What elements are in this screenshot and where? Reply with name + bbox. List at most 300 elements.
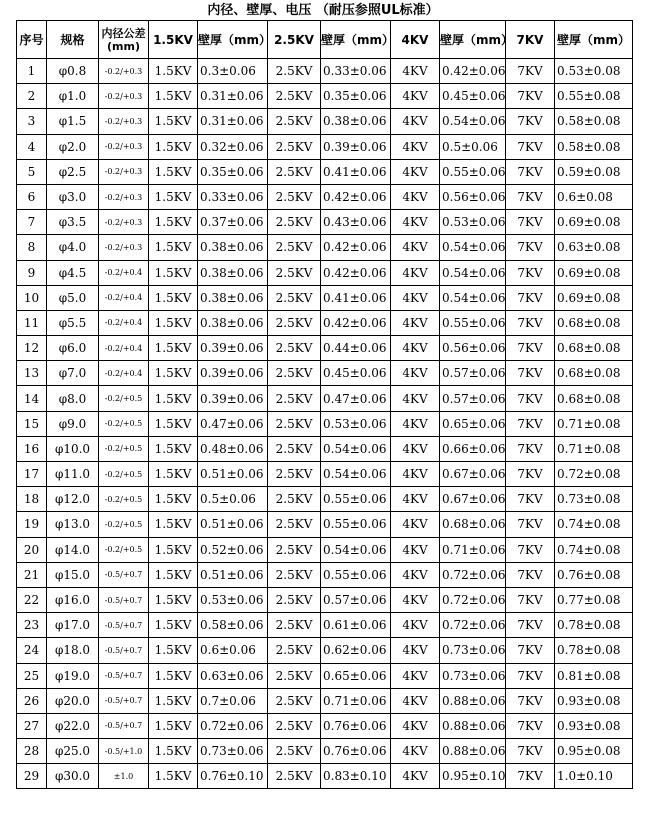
cell-wall-4: 0.93±0.08 bbox=[555, 713, 633, 738]
cell-tolerance: -0.2/+0.4 bbox=[99, 285, 149, 310]
cell-voltage-4: 7KV bbox=[506, 159, 555, 184]
cell-tolerance: -0.5/+0.7 bbox=[99, 688, 149, 713]
cell-wall-1: 0.51±0.06 bbox=[198, 562, 268, 587]
cell-voltage-3: 4KV bbox=[391, 411, 440, 436]
cell-voltage-2: 2.5KV bbox=[268, 59, 321, 84]
cell-wall-1: 0.39±0.06 bbox=[198, 336, 268, 361]
cell-spec: φ14.0 bbox=[47, 537, 99, 562]
header-cell-wall-3: 壁厚（mm） bbox=[440, 21, 506, 59]
cell-wall-3: 0.5±0.06 bbox=[440, 134, 506, 159]
cell-no: 20 bbox=[17, 537, 47, 562]
cell-voltage-3: 4KV bbox=[391, 109, 440, 134]
table-row bbox=[17, 386, 633, 411]
cell-voltage-1: 1.5KV bbox=[149, 159, 198, 184]
cell-voltage-3: 4KV bbox=[391, 361, 440, 386]
cell-wall-1: 0.51±0.06 bbox=[198, 512, 268, 537]
cell-tolerance: -0.5/+0.7 bbox=[99, 638, 149, 663]
cell-wall-2: 0.47±0.06 bbox=[321, 386, 391, 411]
cell-tolerance: -0.5/+0.7 bbox=[99, 587, 149, 612]
cell-no: 28 bbox=[17, 739, 47, 764]
cell-voltage-4: 7KV bbox=[506, 713, 555, 738]
cell-wall-1: 0.72±0.06 bbox=[198, 713, 268, 738]
cell-wall-4: 0.68±0.08 bbox=[555, 336, 633, 361]
cell-wall-1: 0.33±0.06 bbox=[198, 184, 268, 209]
cell-tolerance: -0.5/+0.7 bbox=[99, 562, 149, 587]
cell-voltage-4: 7KV bbox=[506, 562, 555, 587]
cell-no: 24 bbox=[17, 638, 47, 663]
cell-voltage-4: 7KV bbox=[506, 764, 555, 789]
table-row bbox=[17, 235, 633, 260]
cell-wall-3: 0.65±0.06 bbox=[440, 411, 506, 436]
cell-voltage-3: 4KV bbox=[391, 638, 440, 663]
cell-wall-2: 0.62±0.06 bbox=[321, 638, 391, 663]
cell-voltage-2: 2.5KV bbox=[268, 436, 321, 461]
cell-voltage-1: 1.5KV bbox=[149, 84, 198, 109]
cell-voltage-3: 4KV bbox=[391, 159, 440, 184]
cell-no: 22 bbox=[17, 587, 47, 612]
cell-voltage-2: 2.5KV bbox=[268, 663, 321, 688]
table-row bbox=[17, 462, 633, 487]
cell-wall-4: 0.76±0.08 bbox=[555, 562, 633, 587]
cell-spec: φ18.0 bbox=[47, 638, 99, 663]
table-row bbox=[17, 361, 633, 386]
cell-wall-1: 0.39±0.06 bbox=[198, 361, 268, 386]
cell-voltage-3: 4KV bbox=[391, 713, 440, 738]
cell-wall-2: 0.54±0.06 bbox=[321, 537, 391, 562]
cell-voltage-3: 4KV bbox=[391, 487, 440, 512]
cell-voltage-4: 7KV bbox=[506, 688, 555, 713]
table-row bbox=[17, 210, 633, 235]
cell-no: 1 bbox=[17, 59, 47, 84]
cell-no: 19 bbox=[17, 512, 47, 537]
cell-wall-3: 0.54±0.06 bbox=[440, 285, 506, 310]
cell-voltage-2: 2.5KV bbox=[268, 285, 321, 310]
cell-wall-3: 0.88±0.06 bbox=[440, 713, 506, 738]
cell-wall-2: 0.54±0.06 bbox=[321, 436, 391, 461]
header-cell-wall-4: 壁厚（mm） bbox=[555, 21, 633, 59]
cell-wall-1: 0.53±0.06 bbox=[198, 587, 268, 612]
cell-spec: φ2.0 bbox=[47, 134, 99, 159]
header-cell-no: 序号 bbox=[17, 21, 47, 59]
cell-wall-2: 0.44±0.06 bbox=[321, 336, 391, 361]
cell-wall-3: 0.72±0.06 bbox=[440, 613, 506, 638]
cell-voltage-2: 2.5KV bbox=[268, 764, 321, 789]
cell-no: 15 bbox=[17, 411, 47, 436]
cell-voltage-3: 4KV bbox=[391, 587, 440, 612]
table-row bbox=[17, 285, 633, 310]
cell-wall-1: 0.52±0.06 bbox=[198, 537, 268, 562]
cell-voltage-2: 2.5KV bbox=[268, 562, 321, 587]
cell-wall-1: 0.38±0.06 bbox=[198, 235, 268, 260]
cell-no: 6 bbox=[17, 184, 47, 209]
cell-wall-2: 0.42±0.06 bbox=[321, 310, 391, 335]
cell-spec: φ16.0 bbox=[47, 587, 99, 612]
cell-wall-1: 0.47±0.06 bbox=[198, 411, 268, 436]
cell-no: 29 bbox=[17, 764, 47, 789]
cell-tolerance: -0.2/+0.4 bbox=[99, 260, 149, 285]
cell-wall-4: 0.58±0.08 bbox=[555, 109, 633, 134]
cell-wall-3: 0.88±0.06 bbox=[440, 688, 506, 713]
cell-wall-4: 0.63±0.08 bbox=[555, 235, 633, 260]
cell-wall-4: 0.81±0.08 bbox=[555, 663, 633, 688]
cell-wall-3: 0.54±0.06 bbox=[440, 260, 506, 285]
cell-voltage-1: 1.5KV bbox=[149, 134, 198, 159]
cell-no: 25 bbox=[17, 663, 47, 688]
cell-voltage-3: 4KV bbox=[391, 336, 440, 361]
cell-voltage-1: 1.5KV bbox=[149, 487, 198, 512]
cell-wall-4: 0.71±0.08 bbox=[555, 411, 633, 436]
cell-wall-3: 0.66±0.06 bbox=[440, 436, 506, 461]
cell-wall-2: 0.41±0.06 bbox=[321, 159, 391, 184]
cell-no: 11 bbox=[17, 310, 47, 335]
cell-voltage-3: 4KV bbox=[391, 739, 440, 764]
table-row bbox=[17, 587, 633, 612]
table-row bbox=[17, 336, 633, 361]
cell-spec: φ1.0 bbox=[47, 84, 99, 109]
cell-voltage-3: 4KV bbox=[391, 512, 440, 537]
cell-no: 23 bbox=[17, 613, 47, 638]
cell-no: 18 bbox=[17, 487, 47, 512]
table-row bbox=[17, 613, 633, 638]
cell-tolerance: -0.2/+0.5 bbox=[99, 386, 149, 411]
cell-wall-4: 0.58±0.08 bbox=[555, 134, 633, 159]
cell-voltage-1: 1.5KV bbox=[149, 109, 198, 134]
cell-wall-3: 0.88±0.06 bbox=[440, 739, 506, 764]
cell-voltage-1: 1.5KV bbox=[149, 336, 198, 361]
cell-voltage-1: 1.5KV bbox=[149, 537, 198, 562]
table-row bbox=[17, 411, 633, 436]
cell-no: 3 bbox=[17, 109, 47, 134]
cell-wall-4: 0.72±0.08 bbox=[555, 462, 633, 487]
cell-voltage-1: 1.5KV bbox=[149, 587, 198, 612]
cell-wall-2: 0.55±0.06 bbox=[321, 487, 391, 512]
cell-voltage-4: 7KV bbox=[506, 235, 555, 260]
cell-wall-2: 0.76±0.06 bbox=[321, 713, 391, 738]
cell-no: 12 bbox=[17, 336, 47, 361]
cell-voltage-1: 1.5KV bbox=[149, 184, 198, 209]
cell-spec: φ17.0 bbox=[47, 613, 99, 638]
cell-voltage-2: 2.5KV bbox=[268, 260, 321, 285]
cell-voltage-4: 7KV bbox=[506, 184, 555, 209]
cell-wall-2: 0.39±0.06 bbox=[321, 134, 391, 159]
header-cell-wall-2: 壁厚（mm） bbox=[321, 21, 391, 59]
cell-wall-1: 0.3±0.06 bbox=[198, 59, 268, 84]
cell-wall-2: 0.43±0.06 bbox=[321, 210, 391, 235]
cell-wall-4: 0.59±0.08 bbox=[555, 159, 633, 184]
cell-wall-4: 0.78±0.08 bbox=[555, 613, 633, 638]
cell-wall-2: 0.42±0.06 bbox=[321, 235, 391, 260]
cell-spec: φ5.0 bbox=[47, 285, 99, 310]
cell-voltage-2: 2.5KV bbox=[268, 235, 321, 260]
cell-voltage-1: 1.5KV bbox=[149, 210, 198, 235]
table-row bbox=[17, 260, 633, 285]
cell-tolerance: ±1.0 bbox=[99, 764, 149, 789]
cell-spec: φ3.0 bbox=[47, 184, 99, 209]
cell-wall-4: 0.74±0.08 bbox=[555, 537, 633, 562]
cell-tolerance: -0.2/+0.5 bbox=[99, 462, 149, 487]
table-row bbox=[17, 713, 633, 738]
cell-wall-1: 0.63±0.06 bbox=[198, 663, 268, 688]
cell-voltage-3: 4KV bbox=[391, 613, 440, 638]
cell-voltage-2: 2.5KV bbox=[268, 587, 321, 612]
cell-wall-2: 0.57±0.06 bbox=[321, 587, 391, 612]
cell-no: 26 bbox=[17, 688, 47, 713]
cell-spec: φ3.5 bbox=[47, 210, 99, 235]
cell-tolerance: -0.2/+0.3 bbox=[99, 59, 149, 84]
cell-voltage-1: 1.5KV bbox=[149, 310, 198, 335]
cell-wall-4: 0.95±0.08 bbox=[555, 739, 633, 764]
cell-wall-4: 0.68±0.08 bbox=[555, 310, 633, 335]
table-row bbox=[17, 764, 633, 789]
cell-wall-2: 0.45±0.06 bbox=[321, 361, 391, 386]
cell-wall-1: 0.7±0.06 bbox=[198, 688, 268, 713]
cell-wall-2: 0.42±0.06 bbox=[321, 260, 391, 285]
cell-wall-2: 0.38±0.06 bbox=[321, 109, 391, 134]
cell-wall-4: 0.74±0.08 bbox=[555, 512, 633, 537]
table-row bbox=[17, 310, 633, 335]
cell-tolerance: -0.2/+0.5 bbox=[99, 512, 149, 537]
header-cell-voltage-1: 1.5KV bbox=[149, 21, 198, 59]
header-cell-voltage-4: 7KV bbox=[506, 21, 555, 59]
cell-tolerance: -0.5/+0.7 bbox=[99, 713, 149, 738]
cell-tolerance: -0.2/+0.4 bbox=[99, 310, 149, 335]
table-row bbox=[17, 59, 633, 84]
cell-wall-3: 0.67±0.06 bbox=[440, 462, 506, 487]
cell-voltage-2: 2.5KV bbox=[268, 159, 321, 184]
cell-wall-1: 0.48±0.06 bbox=[198, 436, 268, 461]
cell-spec: φ10.0 bbox=[47, 436, 99, 461]
cell-voltage-1: 1.5KV bbox=[149, 411, 198, 436]
cell-wall-2: 0.61±0.06 bbox=[321, 613, 391, 638]
cell-voltage-1: 1.5KV bbox=[149, 462, 198, 487]
cell-wall-2: 0.54±0.06 bbox=[321, 462, 391, 487]
cell-wall-2: 0.76±0.06 bbox=[321, 739, 391, 764]
cell-wall-3: 0.42±0.06 bbox=[440, 59, 506, 84]
cell-voltage-3: 4KV bbox=[391, 688, 440, 713]
cell-voltage-4: 7KV bbox=[506, 386, 555, 411]
cell-wall-3: 0.53±0.06 bbox=[440, 210, 506, 235]
cell-wall-3: 0.55±0.06 bbox=[440, 310, 506, 335]
cell-voltage-2: 2.5KV bbox=[268, 386, 321, 411]
cell-voltage-3: 4KV bbox=[391, 386, 440, 411]
cell-voltage-1: 1.5KV bbox=[149, 436, 198, 461]
cell-no: 14 bbox=[17, 386, 47, 411]
cell-wall-3: 0.73±0.06 bbox=[440, 663, 506, 688]
cell-voltage-3: 4KV bbox=[391, 285, 440, 310]
cell-no: 2 bbox=[17, 84, 47, 109]
cell-voltage-4: 7KV bbox=[506, 436, 555, 461]
cell-wall-1: 0.73±0.06 bbox=[198, 739, 268, 764]
cell-wall-1: 0.5±0.06 bbox=[198, 487, 268, 512]
cell-voltage-4: 7KV bbox=[506, 411, 555, 436]
cell-voltage-4: 7KV bbox=[506, 134, 555, 159]
cell-spec: φ7.0 bbox=[47, 361, 99, 386]
cell-wall-2: 0.71±0.06 bbox=[321, 688, 391, 713]
cell-voltage-3: 4KV bbox=[391, 462, 440, 487]
cell-spec: φ9.0 bbox=[47, 411, 99, 436]
cell-voltage-3: 4KV bbox=[391, 59, 440, 84]
cell-voltage-1: 1.5KV bbox=[149, 764, 198, 789]
cell-wall-1: 0.39±0.06 bbox=[198, 386, 268, 411]
cell-wall-4: 0.69±0.08 bbox=[555, 285, 633, 310]
cell-voltage-1: 1.5KV bbox=[149, 713, 198, 738]
cell-wall-3: 0.72±0.06 bbox=[440, 587, 506, 612]
cell-tolerance: -0.5/+0.7 bbox=[99, 613, 149, 638]
cell-spec: φ12.0 bbox=[47, 487, 99, 512]
header-cell-tolerance: 内径公差(mm) bbox=[99, 21, 149, 59]
cell-tolerance: -0.2/+0.3 bbox=[99, 210, 149, 235]
cell-tolerance: -0.2/+0.3 bbox=[99, 84, 149, 109]
cell-voltage-4: 7KV bbox=[506, 210, 555, 235]
header-row bbox=[17, 21, 633, 59]
cell-wall-3: 0.45±0.06 bbox=[440, 84, 506, 109]
table-row bbox=[17, 688, 633, 713]
cell-voltage-1: 1.5KV bbox=[149, 361, 198, 386]
cell-no: 17 bbox=[17, 462, 47, 487]
cell-spec: φ4.0 bbox=[47, 235, 99, 260]
cell-no: 13 bbox=[17, 361, 47, 386]
cell-wall-3: 0.54±0.06 bbox=[440, 109, 506, 134]
cell-wall-1: 0.37±0.06 bbox=[198, 210, 268, 235]
cell-wall-2: 0.42±0.06 bbox=[321, 184, 391, 209]
cell-voltage-1: 1.5KV bbox=[149, 739, 198, 764]
cell-voltage-2: 2.5KV bbox=[268, 310, 321, 335]
cell-voltage-4: 7KV bbox=[506, 310, 555, 335]
cell-spec: φ25.0 bbox=[47, 739, 99, 764]
cell-voltage-1: 1.5KV bbox=[149, 613, 198, 638]
cell-voltage-1: 1.5KV bbox=[149, 638, 198, 663]
page-title: 内径、壁厚、电压 （耐压参照UL标准） bbox=[207, 3, 439, 18]
cell-voltage-3: 4KV bbox=[391, 184, 440, 209]
cell-voltage-1: 1.5KV bbox=[149, 386, 198, 411]
cell-wall-4: 0.68±0.08 bbox=[555, 361, 633, 386]
cell-wall-3: 0.57±0.06 bbox=[440, 386, 506, 411]
cell-wall-3: 0.56±0.06 bbox=[440, 184, 506, 209]
cell-voltage-2: 2.5KV bbox=[268, 462, 321, 487]
cell-voltage-2: 2.5KV bbox=[268, 134, 321, 159]
cell-wall-4: 0.77±0.08 bbox=[555, 587, 633, 612]
cell-voltage-4: 7KV bbox=[506, 109, 555, 134]
cell-voltage-1: 1.5KV bbox=[149, 663, 198, 688]
cell-voltage-4: 7KV bbox=[506, 487, 555, 512]
cell-wall-3: 0.71±0.06 bbox=[440, 537, 506, 562]
cell-voltage-3: 4KV bbox=[391, 310, 440, 335]
cell-wall-4: 0.68±0.08 bbox=[555, 386, 633, 411]
cell-voltage-3: 4KV bbox=[391, 562, 440, 587]
cell-wall-2: 0.83±0.10 bbox=[321, 764, 391, 789]
cell-voltage-4: 7KV bbox=[506, 361, 555, 386]
cell-voltage-1: 1.5KV bbox=[149, 285, 198, 310]
cell-wall-3: 0.73±0.06 bbox=[440, 638, 506, 663]
cell-no: 27 bbox=[17, 713, 47, 738]
cell-wall-1: 0.31±0.06 bbox=[198, 109, 268, 134]
cell-wall-4: 0.69±0.08 bbox=[555, 210, 633, 235]
cell-voltage-1: 1.5KV bbox=[149, 688, 198, 713]
cell-voltage-3: 4KV bbox=[391, 84, 440, 109]
cell-voltage-2: 2.5KV bbox=[268, 210, 321, 235]
cell-voltage-4: 7KV bbox=[506, 537, 555, 562]
cell-no: 21 bbox=[17, 562, 47, 587]
cell-wall-3: 0.56±0.06 bbox=[440, 336, 506, 361]
cell-wall-4: 0.73±0.08 bbox=[555, 487, 633, 512]
cell-wall-2: 0.65±0.06 bbox=[321, 663, 391, 688]
cell-voltage-2: 2.5KV bbox=[268, 512, 321, 537]
header-cell-spec: 规格 bbox=[47, 21, 99, 59]
cell-spec: φ6.0 bbox=[47, 336, 99, 361]
cell-wall-1: 0.58±0.06 bbox=[198, 613, 268, 638]
cell-voltage-4: 7KV bbox=[506, 739, 555, 764]
cell-tolerance: -0.2/+0.3 bbox=[99, 235, 149, 260]
cell-voltage-4: 7KV bbox=[506, 84, 555, 109]
cell-voltage-3: 4KV bbox=[391, 134, 440, 159]
cell-voltage-3: 4KV bbox=[391, 235, 440, 260]
cell-voltage-2: 2.5KV bbox=[268, 688, 321, 713]
cell-voltage-4: 7KV bbox=[506, 638, 555, 663]
cell-voltage-2: 2.5KV bbox=[268, 613, 321, 638]
cell-wall-3: 0.68±0.06 bbox=[440, 512, 506, 537]
cell-spec: φ15.0 bbox=[47, 562, 99, 587]
table-row bbox=[17, 84, 633, 109]
cell-spec: φ8.0 bbox=[47, 386, 99, 411]
cell-tolerance: -0.5/+1.0 bbox=[99, 739, 149, 764]
cell-tolerance: -0.2/+0.4 bbox=[99, 336, 149, 361]
cell-voltage-2: 2.5KV bbox=[268, 537, 321, 562]
cell-spec: φ11.0 bbox=[47, 462, 99, 487]
cell-no: 7 bbox=[17, 210, 47, 235]
cell-voltage-2: 2.5KV bbox=[268, 361, 321, 386]
cell-wall-2: 0.41±0.06 bbox=[321, 285, 391, 310]
table-row bbox=[17, 512, 633, 537]
cell-spec: φ1.5 bbox=[47, 109, 99, 134]
cell-voltage-4: 7KV bbox=[506, 336, 555, 361]
cell-no: 8 bbox=[17, 235, 47, 260]
cell-wall-4: 0.6±0.08 bbox=[555, 184, 633, 209]
cell-no: 4 bbox=[17, 134, 47, 159]
cell-tolerance: -0.2/+0.5 bbox=[99, 436, 149, 461]
cell-wall-1: 0.38±0.06 bbox=[198, 260, 268, 285]
cell-spec: φ22.0 bbox=[47, 713, 99, 738]
cell-spec: φ2.5 bbox=[47, 159, 99, 184]
cell-voltage-4: 7KV bbox=[506, 613, 555, 638]
cell-voltage-4: 7KV bbox=[506, 587, 555, 612]
cell-voltage-1: 1.5KV bbox=[149, 59, 198, 84]
cell-tolerance: -0.2/+0.3 bbox=[99, 184, 149, 209]
cell-spec: φ5.5 bbox=[47, 310, 99, 335]
cell-wall-2: 0.35±0.06 bbox=[321, 84, 391, 109]
cell-wall-4: 0.78±0.08 bbox=[555, 638, 633, 663]
cell-wall-2: 0.53±0.06 bbox=[321, 411, 391, 436]
cell-voltage-3: 4KV bbox=[391, 764, 440, 789]
cell-wall-1: 0.38±0.06 bbox=[198, 285, 268, 310]
cell-spec: φ30.0 bbox=[47, 764, 99, 789]
cell-wall-1: 0.35±0.06 bbox=[198, 159, 268, 184]
cell-wall-2: 0.33±0.06 bbox=[321, 59, 391, 84]
cell-wall-1: 0.32±0.06 bbox=[198, 134, 268, 159]
cell-voltage-1: 1.5KV bbox=[149, 260, 198, 285]
cell-wall-3: 0.95±0.10 bbox=[440, 764, 506, 789]
cell-voltage-3: 4KV bbox=[391, 260, 440, 285]
table-row bbox=[17, 159, 633, 184]
cell-wall-2: 0.55±0.06 bbox=[321, 512, 391, 537]
cell-spec: φ4.5 bbox=[47, 260, 99, 285]
cell-wall-1: 0.76±0.10 bbox=[198, 764, 268, 789]
cell-voltage-2: 2.5KV bbox=[268, 184, 321, 209]
cell-voltage-2: 2.5KV bbox=[268, 713, 321, 738]
cell-voltage-1: 1.5KV bbox=[149, 235, 198, 260]
header-cell-voltage-2: 2.5KV bbox=[268, 21, 321, 59]
cell-voltage-2: 2.5KV bbox=[268, 487, 321, 512]
cell-wall-1: 0.51±0.06 bbox=[198, 462, 268, 487]
